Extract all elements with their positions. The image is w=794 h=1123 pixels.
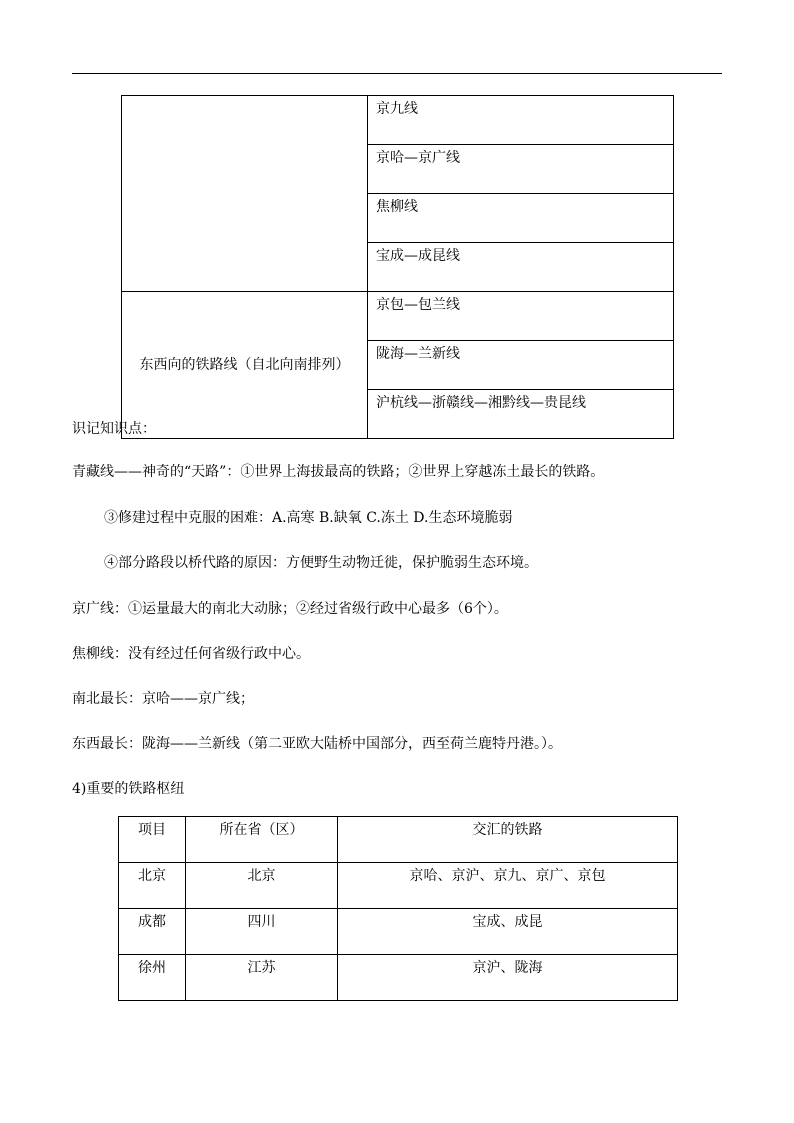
- table-row: [119, 955, 678, 1001]
- railway-line-cell: 宝成—成昆线: [368, 243, 674, 292]
- hub-province-cell: 江苏: [186, 955, 338, 1001]
- header-rule: [72, 73, 722, 74]
- hub-name-cell: 成都: [119, 909, 186, 955]
- railway-line-cell: 陇海—兰新线: [368, 341, 674, 390]
- table-row: [119, 909, 678, 955]
- jiaoliu-note: 焦柳线：没有经过任何省级行政中心。: [72, 646, 310, 662]
- railway-hubs-table: [118, 816, 678, 1001]
- column-header: 所在省（区）: [186, 817, 338, 863]
- notes-heading: 识记知识点：: [72, 421, 156, 437]
- table-row: [122, 96, 674, 145]
- east-west-category-cell: 东西向的铁路线（自北向南排列）: [122, 292, 368, 439]
- hub-name-cell: 徐州: [119, 955, 186, 1001]
- table-row: [119, 863, 678, 909]
- railway-line-cell: 焦柳线: [368, 194, 674, 243]
- railway-line-cell: 沪杭线—浙赣线—湘黔线—贵昆线: [368, 390, 674, 439]
- railway-line-cell: 京哈—京广线: [368, 145, 674, 194]
- hub-lines-cell: 京哈、京沪、京九、京广、京包: [338, 863, 678, 909]
- east-west-longest-note: 东西最长：陇海——兰新线（第二亚欧大陆桥中国部分，西至荷兰鹿特丹港。）。: [72, 736, 562, 752]
- qingzang-note: 青藏线——神奇的“天路”：①世界上海拔最高的铁路；②世界上穿越冻土最长的铁路。: [72, 464, 605, 480]
- hub-name-cell: 北京: [119, 863, 186, 909]
- difficulties-note: ③修建过程中克服的困难：A.高寒 B.缺氧 C.冻土 D.生态环境脆弱: [104, 510, 513, 526]
- table-row: [122, 292, 674, 341]
- column-header: 项目: [119, 817, 186, 863]
- north-south-category-cell: [122, 96, 368, 292]
- railway-line-cell: 京九线: [368, 96, 674, 145]
- jingguang-note: 京广线：①运量最大的南北大动脉；②经过省级行政中心最多（6个）。: [72, 601, 508, 617]
- hub-lines-cell: 宝成、成昆: [338, 909, 678, 955]
- hub-lines-cell: 京沪、陇海: [338, 955, 678, 1001]
- hubs-heading: 4)重要的铁路枢纽: [72, 781, 185, 797]
- bridges-note: ④部分路段以桥代路的原因：方便野生动物迁徙，保护脆弱生态环境。: [104, 555, 538, 571]
- hub-province-cell: 北京: [186, 863, 338, 909]
- north-south-longest-note: 南北最长：京哈——京广线；: [72, 691, 254, 707]
- railway-line-cell: 京包—包兰线: [368, 292, 674, 341]
- railway-lines-table: [121, 95, 674, 439]
- hub-province-cell: 四川: [186, 909, 338, 955]
- column-header: 交汇的铁路: [338, 817, 678, 863]
- table-header-row: [119, 817, 678, 863]
